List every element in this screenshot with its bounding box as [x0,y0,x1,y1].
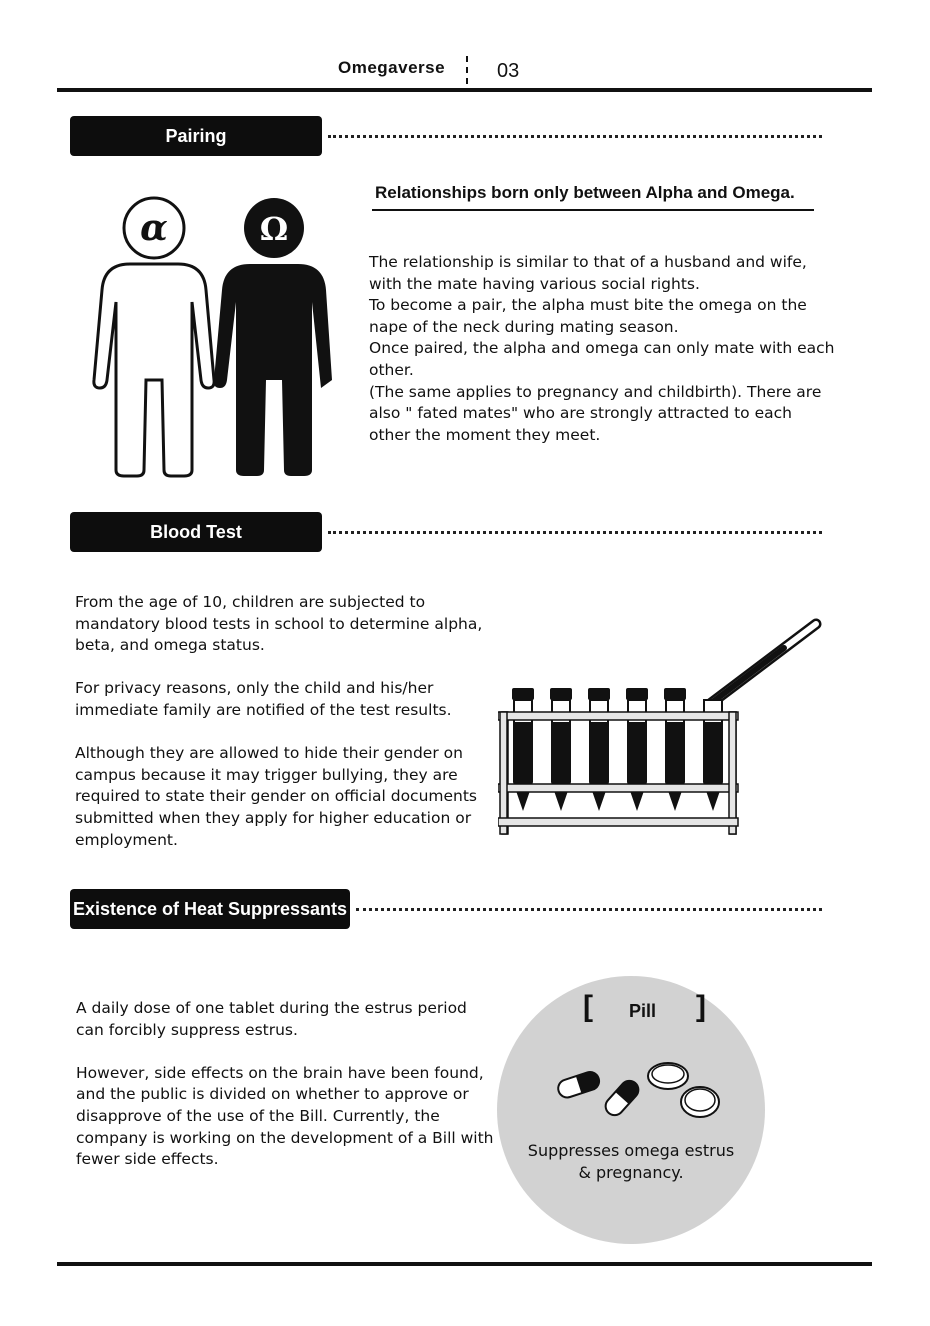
header-rule [57,88,872,92]
section-tab-blood-test [70,512,322,552]
section-title: Existence of Heat Suppressants [72,898,348,919]
pairing-subheading: Relationships born only between Alpha and Omega. [375,183,795,202]
text-line: For privacy reasons, only the child and his/her [75,679,434,698]
text-line: campus because it may trigger bullying, they are [75,765,458,784]
subheading-underline [372,209,814,211]
text-line: submitted when they apply for higher education or [75,808,472,827]
text-line: beta, and omega status. [75,636,265,655]
text-line: required to state their gender on official documents [75,787,478,806]
pills-illustration [552,1058,732,1128]
pipette [710,624,816,704]
text-line: company is working on the development of a Bill with [76,1128,494,1147]
section-title: Pairing [165,125,227,146]
pairing-description [369,252,839,446]
text-line: immediate family are notified of the test results. [75,700,452,719]
footer-rule [57,1262,872,1266]
pill-caption [517,1140,745,1184]
text-line: can forcibly suppress estrus. [76,1020,298,1039]
tablet-icon [681,1087,719,1117]
alpha-symbol: α [140,207,168,249]
text-line: employment. [75,830,178,849]
text-line: and the public is divided on whether to approve or [76,1085,469,1104]
header-separator [466,56,468,84]
capsule-icon [556,1070,602,1100]
capsule-icon [602,1077,642,1119]
text-line: However, side effects on the brain have been found, [76,1063,484,1082]
text-line: The relationship is similar to that of a husband and wife, [369,253,807,271]
omega-figure [214,198,332,476]
text-line: Although they are allowed to hide their gender on [75,744,463,763]
page-number: 03 [497,60,520,82]
alpha-omega-figures-illustration [92,190,332,480]
test-tube-rack-illustration [498,612,828,837]
section-dotted-line [328,531,822,534]
text-line: To become a pair, the alpha must bite the omega on the [369,296,807,315]
text-line: A daily dose of one tablet during the estrus period [76,999,467,1017]
pill-label: Pill [629,1001,657,1021]
text-line: (The same applies to pregnancy and childbirth). There are [369,382,822,401]
caption-line: Suppresses omega estrus [527,1141,735,1160]
section-title: Blood Test [150,521,242,542]
suppressants-description [76,998,496,1171]
text-line: disapprove of the use of the Bill. Currently, the [76,1106,440,1125]
tablet-icon [648,1063,688,1089]
section-dotted-line [328,135,822,138]
caption-line: & pregnancy. [578,1163,684,1182]
pill-bracket-close: ] [696,990,706,1023]
blood-test-description [75,592,495,851]
omega-symbol: Ω [259,210,289,248]
text-line: nape of the neck during mating season. [369,317,679,336]
text-line: other the moment they meet. [369,425,601,444]
text-line: with the mate having various social rights. [369,274,700,293]
text-line: fewer side effects. [76,1150,219,1169]
text-line: From the age of 10, children are subjected to [75,593,426,611]
section-tab-heat-suppressants [70,889,350,929]
text-line: also " fated mates" who are strongly attracted to each [369,404,792,423]
text-line: mandatory blood tests in school to determine alpha, [75,614,483,633]
alpha-figure [94,198,214,476]
section-dotted-line [356,908,822,911]
document-title: Omegaverse [338,58,446,77]
section-tab-pairing [70,116,322,156]
text-line: Once paired, the alpha and omega can only mate with each [369,339,835,358]
text-line: other. [369,360,414,379]
pill-bracket-open: [ [583,990,593,1023]
